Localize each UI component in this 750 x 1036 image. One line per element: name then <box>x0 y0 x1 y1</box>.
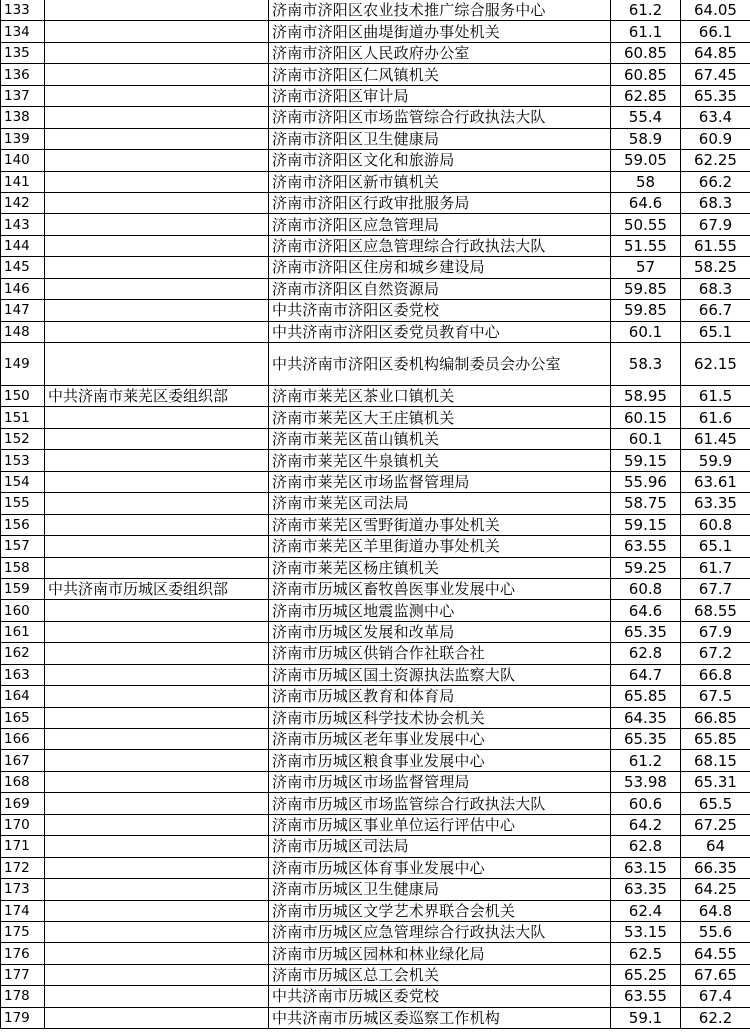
unit-name-cell: 济南市历城区卫生健康局 <box>269 879 611 900</box>
score-1-cell: 60.85 <box>611 42 681 63</box>
unit-name-cell: 济南市济阳区人民政府办公室 <box>269 42 611 63</box>
organization-cell <box>45 964 269 985</box>
score-1-cell: 64.6 <box>611 600 681 621</box>
row-number-cell: 147 <box>1 300 45 321</box>
unit-name-cell: 中共济南市历城区委党校 <box>269 986 611 1007</box>
table-row <box>1 943 750 964</box>
score-1-cell: 58.3 <box>611 343 681 386</box>
table-row <box>1 192 750 213</box>
table-row <box>1 621 750 642</box>
score-1-cell: 61.2 <box>611 750 681 771</box>
table-row <box>1 386 750 407</box>
table-row <box>1 257 750 278</box>
row-number-cell: 164 <box>1 686 45 707</box>
row-number-cell: 152 <box>1 428 45 449</box>
organization-cell <box>45 235 269 256</box>
score-2-cell: 61.55 <box>681 235 750 256</box>
unit-name-cell: 济南市历城区发展和改革局 <box>269 621 611 642</box>
table-row <box>1 321 750 342</box>
score-1-cell: 65.35 <box>611 621 681 642</box>
row-number-cell: 150 <box>1 386 45 407</box>
organization-cell: 中共济南市莱芜区委组织部 <box>45 386 269 407</box>
score-1-cell: 58.95 <box>611 386 681 407</box>
score-1-cell: 64.35 <box>611 707 681 728</box>
organization-cell <box>45 793 269 814</box>
unit-name-cell: 济南市历城区科学技术协会机关 <box>269 707 611 728</box>
score-2-cell: 62.2 <box>681 1007 750 1028</box>
table-row <box>1 793 750 814</box>
table-row <box>1 128 750 149</box>
score-2-cell: 67.9 <box>681 214 750 235</box>
unit-name-cell: 济南市历城区地震监测中心 <box>269 600 611 621</box>
unit-name-cell: 济南市莱芜区羊里街道办事处机关 <box>269 536 611 557</box>
score-2-cell: 64.05 <box>681 0 750 21</box>
organization-cell <box>45 0 269 21</box>
organization-cell <box>45 21 269 42</box>
score-1-cell: 59.15 <box>611 514 681 535</box>
score-2-cell: 61.45 <box>681 428 750 449</box>
organization-cell <box>45 921 269 942</box>
score-2-cell: 65.5 <box>681 793 750 814</box>
score-2-cell: 64.8 <box>681 900 750 921</box>
table-row <box>1 836 750 857</box>
row-number-cell: 141 <box>1 171 45 192</box>
score-2-cell: 65.31 <box>681 771 750 792</box>
row-number-cell: 165 <box>1 707 45 728</box>
unit-name-cell: 济南市莱芜区雪野街道办事处机关 <box>269 514 611 535</box>
table-row <box>1 64 750 85</box>
table-row <box>1 428 750 449</box>
unit-name-cell: 济南市莱芜区杨庄镇机关 <box>269 557 611 578</box>
score-2-cell: 65.85 <box>681 729 750 750</box>
row-number-cell: 174 <box>1 900 45 921</box>
table-row <box>1 171 750 192</box>
row-number-cell: 166 <box>1 729 45 750</box>
table-row <box>1 1007 750 1028</box>
score-table-body <box>1 0 750 1029</box>
table-row <box>1 664 750 685</box>
organization-cell <box>45 686 269 707</box>
score-2-cell: 67.45 <box>681 64 750 85</box>
score-1-cell: 63.55 <box>611 536 681 557</box>
unit-name-cell: 济南市济阳区审计局 <box>269 85 611 106</box>
row-number-cell: 146 <box>1 278 45 299</box>
row-number-cell: 162 <box>1 643 45 664</box>
unit-name-cell: 济南市历城区体育事业发展中心 <box>269 857 611 878</box>
organization-cell <box>45 600 269 621</box>
organization-cell <box>45 321 269 342</box>
row-number-cell: 135 <box>1 42 45 63</box>
organization-cell <box>45 900 269 921</box>
score-1-cell: 62.4 <box>611 900 681 921</box>
score-2-cell: 68.3 <box>681 278 750 299</box>
row-number-cell: 157 <box>1 536 45 557</box>
row-number-cell: 163 <box>1 664 45 685</box>
score-1-cell: 60.15 <box>611 407 681 428</box>
row-number-cell: 159 <box>1 578 45 599</box>
score-1-cell: 60.6 <box>611 793 681 814</box>
unit-name-cell: 济南市济阳区仁风镇机关 <box>269 64 611 85</box>
organization-cell <box>45 557 269 578</box>
organization-cell: 中共济南市历城区委组织部 <box>45 578 269 599</box>
score-1-cell: 59.85 <box>611 278 681 299</box>
score-2-cell: 65.1 <box>681 536 750 557</box>
score-1-cell: 63.35 <box>611 879 681 900</box>
score-2-cell: 58.25 <box>681 257 750 278</box>
score-2-cell: 62.15 <box>681 343 750 386</box>
score-1-cell: 59.25 <box>611 557 681 578</box>
table-row <box>1 771 750 792</box>
table-row <box>1 235 750 256</box>
score-1-cell: 50.55 <box>611 214 681 235</box>
table-row <box>1 471 750 492</box>
score-2-cell: 67.25 <box>681 814 750 835</box>
unit-name-cell: 济南市济阳区文化和旅游局 <box>269 150 611 171</box>
organization-cell <box>45 1007 269 1028</box>
unit-name-cell: 济南市莱芜区苗山镇机关 <box>269 428 611 449</box>
unit-name-cell: 济南市历城区文学艺术界联合会机关 <box>269 900 611 921</box>
unit-name-cell: 济南市济阳区新市镇机关 <box>269 171 611 192</box>
score-1-cell: 65.85 <box>611 686 681 707</box>
row-number-cell: 160 <box>1 600 45 621</box>
table-row <box>1 600 750 621</box>
row-number-cell: 171 <box>1 836 45 857</box>
score-1-cell: 55.96 <box>611 471 681 492</box>
score-2-cell: 67.65 <box>681 964 750 985</box>
unit-name-cell: 济南市历城区畜牧兽医事业发展中心 <box>269 578 611 599</box>
table-row <box>1 343 750 386</box>
table-row <box>1 407 750 428</box>
row-number-cell: 154 <box>1 471 45 492</box>
organization-cell <box>45 707 269 728</box>
organization-cell <box>45 771 269 792</box>
row-number-cell: 153 <box>1 450 45 471</box>
unit-name-cell: 济南市济阳区市场监管综合行政执法大队 <box>269 107 611 128</box>
score-1-cell: 58.9 <box>611 128 681 149</box>
score-1-cell: 60.1 <box>611 321 681 342</box>
unit-name-cell: 济南市历城区园林和林业绿化局 <box>269 943 611 964</box>
organization-cell <box>45 471 269 492</box>
unit-name-cell: 济南市济阳区应急管理局 <box>269 214 611 235</box>
organization-cell <box>45 729 269 750</box>
score-1-cell: 63.15 <box>611 857 681 878</box>
organization-cell <box>45 493 269 514</box>
organization-cell <box>45 621 269 642</box>
organization-cell <box>45 300 269 321</box>
organization-cell <box>45 879 269 900</box>
score-1-cell: 65.35 <box>611 729 681 750</box>
organization-cell <box>45 278 269 299</box>
score-2-cell: 68.55 <box>681 600 750 621</box>
organization-cell <box>45 407 269 428</box>
organization-cell <box>45 343 269 386</box>
row-number-cell: 172 <box>1 857 45 878</box>
score-1-cell: 55.4 <box>611 107 681 128</box>
row-number-cell: 179 <box>1 1007 45 1028</box>
row-number-cell: 134 <box>1 21 45 42</box>
unit-name-cell: 济南市历城区市场监督管理局 <box>269 771 611 792</box>
score-2-cell: 59.9 <box>681 450 750 471</box>
row-number-cell: 133 <box>1 0 45 21</box>
row-number-cell: 136 <box>1 64 45 85</box>
table-row <box>1 214 750 235</box>
organization-cell <box>45 750 269 771</box>
unit-name-cell: 中共济南市历城区委巡察工作机构 <box>269 1007 611 1028</box>
table-row <box>1 986 750 1007</box>
row-number-cell: 138 <box>1 107 45 128</box>
score-1-cell: 60.1 <box>611 428 681 449</box>
unit-name-cell: 济南市济阳区自然资源局 <box>269 278 611 299</box>
table-row <box>1 879 750 900</box>
organization-cell <box>45 986 269 1007</box>
score-2-cell: 60.9 <box>681 128 750 149</box>
table-row <box>1 450 750 471</box>
organization-cell <box>45 814 269 835</box>
table-row <box>1 686 750 707</box>
score-2-cell: 61.7 <box>681 557 750 578</box>
organization-cell <box>45 192 269 213</box>
score-2-cell: 64.25 <box>681 879 750 900</box>
score-1-cell: 51.55 <box>611 235 681 256</box>
score-2-cell: 65.35 <box>681 85 750 106</box>
unit-name-cell: 济南市莱芜区市场监督管理局 <box>269 471 611 492</box>
score-1-cell: 62.8 <box>611 643 681 664</box>
score-2-cell: 61.5 <box>681 386 750 407</box>
row-number-cell: 169 <box>1 793 45 814</box>
unit-name-cell: 济南市济阳区曲堤街道办事处机关 <box>269 21 611 42</box>
row-number-cell: 173 <box>1 879 45 900</box>
score-1-cell: 57 <box>611 257 681 278</box>
row-number-cell: 142 <box>1 192 45 213</box>
unit-name-cell: 济南市历城区教育和体育局 <box>269 686 611 707</box>
score-1-cell: 62.8 <box>611 836 681 857</box>
score-1-cell: 64.2 <box>611 814 681 835</box>
score-1-cell: 64.6 <box>611 192 681 213</box>
row-number-cell: 139 <box>1 128 45 149</box>
organization-cell <box>45 857 269 878</box>
row-number-cell: 140 <box>1 150 45 171</box>
score-1-cell: 63.55 <box>611 986 681 1007</box>
unit-name-cell: 中共济南市济阳区委党校 <box>269 300 611 321</box>
row-number-cell: 145 <box>1 257 45 278</box>
score-1-cell: 59.1 <box>611 1007 681 1028</box>
score-2-cell: 66.8 <box>681 664 750 685</box>
unit-name-cell: 济南市莱芜区大王庄镇机关 <box>269 407 611 428</box>
row-number-cell: 137 <box>1 85 45 106</box>
table-row <box>1 300 750 321</box>
score-2-cell: 60.8 <box>681 514 750 535</box>
table-row <box>1 750 750 771</box>
table-row <box>1 278 750 299</box>
table-row <box>1 643 750 664</box>
table-row <box>1 0 750 21</box>
score-1-cell: 60.8 <box>611 578 681 599</box>
table-row <box>1 557 750 578</box>
organization-cell <box>45 428 269 449</box>
organization-cell <box>45 64 269 85</box>
score-2-cell: 67.7 <box>681 578 750 599</box>
organization-cell <box>45 42 269 63</box>
score-2-cell: 64.55 <box>681 943 750 964</box>
score-2-cell: 62.25 <box>681 150 750 171</box>
unit-name-cell: 济南市济阳区卫生健康局 <box>269 128 611 149</box>
table-row <box>1 85 750 106</box>
row-number-cell: 161 <box>1 621 45 642</box>
score-2-cell: 65.1 <box>681 321 750 342</box>
unit-name-cell: 济南市历城区司法局 <box>269 836 611 857</box>
organization-cell <box>45 85 269 106</box>
unit-name-cell: 济南市济阳区住房和城乡建设局 <box>269 257 611 278</box>
score-2-cell: 67.4 <box>681 986 750 1007</box>
unit-name-cell: 济南市历城区供销合作社联合社 <box>269 643 611 664</box>
organization-cell <box>45 107 269 128</box>
row-number-cell: 178 <box>1 986 45 1007</box>
score-2-cell: 66.2 <box>681 171 750 192</box>
row-number-cell: 175 <box>1 921 45 942</box>
score-2-cell: 68.3 <box>681 192 750 213</box>
organization-cell <box>45 943 269 964</box>
table-row <box>1 493 750 514</box>
table-row <box>1 707 750 728</box>
unit-name-cell: 济南市历城区应急管理综合行政执法大队 <box>269 921 611 942</box>
unit-name-cell: 济南市济阳区农业技术推广综合服务中心 <box>269 0 611 21</box>
score-1-cell: 62.5 <box>611 943 681 964</box>
score-2-cell: 64 <box>681 836 750 857</box>
table-row <box>1 42 750 63</box>
table-row <box>1 536 750 557</box>
row-number-cell: 155 <box>1 493 45 514</box>
score-1-cell: 61.2 <box>611 0 681 21</box>
score-2-cell: 61.6 <box>681 407 750 428</box>
score-2-cell: 68.15 <box>681 750 750 771</box>
table-row <box>1 964 750 985</box>
score-2-cell: 55.6 <box>681 921 750 942</box>
unit-name-cell: 中共济南市济阳区委党员教育中心 <box>269 321 611 342</box>
row-number-cell: 143 <box>1 214 45 235</box>
unit-name-cell: 济南市历城区市场监管综合行政执法大队 <box>269 793 611 814</box>
score-1-cell: 62.85 <box>611 85 681 106</box>
score-2-cell: 63.61 <box>681 471 750 492</box>
unit-name-cell: 济南市莱芜区牛泉镇机关 <box>269 450 611 471</box>
organization-cell <box>45 171 269 192</box>
score-2-cell: 67.2 <box>681 643 750 664</box>
organization-cell <box>45 450 269 471</box>
score-2-cell: 66.85 <box>681 707 750 728</box>
score-2-cell: 66.7 <box>681 300 750 321</box>
unit-name-cell: 济南市历城区事业单位运行评估中心 <box>269 814 611 835</box>
score-2-cell: 64.85 <box>681 42 750 63</box>
table-row <box>1 514 750 535</box>
score-1-cell: 60.85 <box>611 64 681 85</box>
table-row <box>1 21 750 42</box>
score-1-cell: 53.15 <box>611 921 681 942</box>
unit-name-cell: 济南市历城区老年事业发展中心 <box>269 729 611 750</box>
organization-cell <box>45 514 269 535</box>
unit-name-cell: 济南市济阳区行政审批服务局 <box>269 192 611 213</box>
row-number-cell: 149 <box>1 343 45 386</box>
score-2-cell: 66.1 <box>681 21 750 42</box>
unit-name-cell: 济南市莱芜区司法局 <box>269 493 611 514</box>
row-number-cell: 144 <box>1 235 45 256</box>
row-number-cell: 156 <box>1 514 45 535</box>
unit-name-cell: 济南市莱芜区茶业口镇机关 <box>269 386 611 407</box>
score-2-cell: 63.35 <box>681 493 750 514</box>
score-1-cell: 64.7 <box>611 664 681 685</box>
table-row <box>1 578 750 599</box>
score-1-cell: 61.1 <box>611 21 681 42</box>
row-number-cell: 176 <box>1 943 45 964</box>
organization-cell <box>45 257 269 278</box>
organization-cell <box>45 128 269 149</box>
unit-name-cell: 济南市历城区国土资源执法监察大队 <box>269 664 611 685</box>
score-1-cell: 59.05 <box>611 150 681 171</box>
table-row <box>1 814 750 835</box>
organization-cell <box>45 664 269 685</box>
table-row <box>1 729 750 750</box>
unit-name-cell: 济南市历城区总工会机关 <box>269 964 611 985</box>
row-number-cell: 148 <box>1 321 45 342</box>
score-1-cell: 53.98 <box>611 771 681 792</box>
score-2-cell: 67.9 <box>681 621 750 642</box>
score-2-cell: 67.5 <box>681 686 750 707</box>
row-number-cell: 170 <box>1 814 45 835</box>
organization-cell <box>45 214 269 235</box>
score-2-cell: 66.35 <box>681 857 750 878</box>
row-number-cell: 167 <box>1 750 45 771</box>
score-1-cell: 59.15 <box>611 450 681 471</box>
organization-cell <box>45 836 269 857</box>
score-1-cell: 58 <box>611 171 681 192</box>
row-number-cell: 177 <box>1 964 45 985</box>
unit-name-cell: 中共济南市济阳区委机构编制委员会办公室 <box>269 343 611 386</box>
table-row <box>1 921 750 942</box>
organization-cell <box>45 536 269 557</box>
table-row <box>1 107 750 128</box>
organization-cell <box>45 150 269 171</box>
score-1-cell: 65.25 <box>611 964 681 985</box>
table-row <box>1 857 750 878</box>
score-1-cell: 58.75 <box>611 493 681 514</box>
table-row <box>1 900 750 921</box>
row-number-cell: 158 <box>1 557 45 578</box>
unit-name-cell: 济南市济阳区应急管理综合行政执法大队 <box>269 235 611 256</box>
row-number-cell: 168 <box>1 771 45 792</box>
organization-cell <box>45 643 269 664</box>
table-row <box>1 150 750 171</box>
score-2-cell: 63.4 <box>681 107 750 128</box>
row-number-cell: 151 <box>1 407 45 428</box>
score-1-cell: 59.85 <box>611 300 681 321</box>
unit-name-cell: 济南市历城区粮食事业发展中心 <box>269 750 611 771</box>
